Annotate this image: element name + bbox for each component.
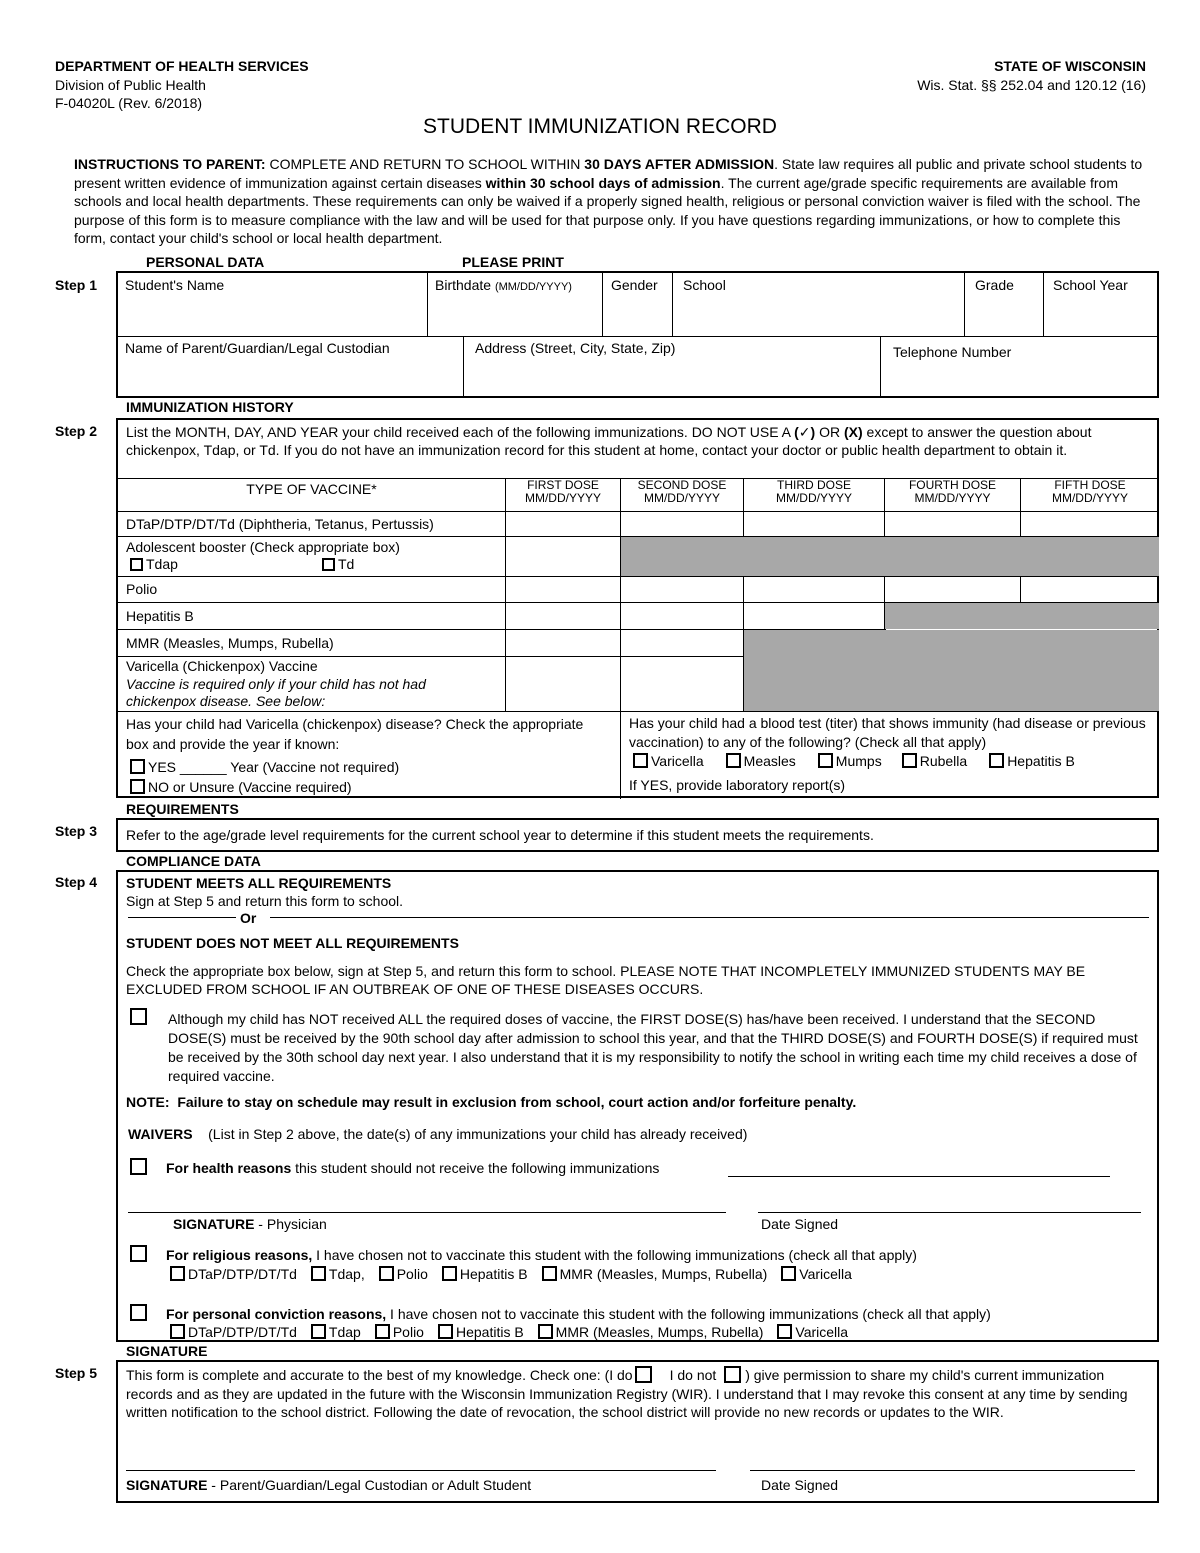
polio-dose-1[interactable] bbox=[507, 578, 619, 601]
parent-signature-text: - Parent/Guardian/Legal Custodian or Adult Student bbox=[207, 1477, 532, 1493]
titer-lab-note: If YES, provide laboratory report(s) bbox=[629, 777, 846, 793]
personal-opt-mmr[interactable] bbox=[538, 1324, 764, 1340]
shaded-mmr-varicella bbox=[744, 630, 1159, 711]
vaccine-hepb: Hepatitis B bbox=[126, 608, 194, 624]
waivers-heading: WAIVERS bbox=[128, 1126, 193, 1142]
titer-rubella[interactable] bbox=[902, 753, 967, 769]
dtap-dose-4[interactable] bbox=[886, 513, 1019, 535]
form-title: STUDENT IMMUNIZATION RECORD bbox=[423, 115, 777, 138]
personal-opt-mmr-label: MMR (Measles, Mumps, Rubella) bbox=[555, 1324, 764, 1340]
shaded-hepb bbox=[885, 603, 1159, 629]
check-mark-icon: (✓) bbox=[794, 424, 816, 440]
personal-opt-dtap-label: DTaP/DTP/DT/Td bbox=[188, 1324, 297, 1340]
meets-requirements: STUDENT MEETS ALL REQUIREMENTS bbox=[126, 875, 392, 891]
fifth-dose-label: FIFTH DOSE bbox=[1054, 478, 1126, 492]
health-reasons-text: this student should not receive the following immunizations bbox=[291, 1160, 660, 1176]
tdap-checkbox[interactable] bbox=[130, 558, 143, 571]
physician-signature-line[interactable] bbox=[128, 1212, 726, 1213]
third-dose-format: MM/DD/YYYY bbox=[775, 491, 852, 505]
personal-opt-varicella-label: Varicella bbox=[795, 1324, 849, 1340]
personal-opt-varicella[interactable] bbox=[777, 1324, 848, 1340]
parent-date-line[interactable] bbox=[750, 1470, 1135, 1471]
imm-instr-b: except to answer the question about chickenpox, Tdap, or Td. If you do not have an immunization record for this student at home, contact your doctor or public health department to obtain it. bbox=[126, 424, 1092, 458]
mmr-dose-2[interactable] bbox=[622, 631, 742, 655]
gender-field[interactable] bbox=[611, 277, 671, 335]
consent-i-do-checkbox[interactable] bbox=[635, 1366, 652, 1383]
fourth-dose-label: FOURTH DOSE bbox=[908, 478, 997, 492]
religious-opt-mmr[interactable] bbox=[542, 1266, 768, 1282]
telephone-field[interactable] bbox=[893, 344, 1153, 396]
compliance-box bbox=[116, 870, 1159, 1342]
religious-opt-dtap-label: DTaP/DTP/DT/Td bbox=[188, 1266, 297, 1282]
religious-reasons-text: I have chosen not to vaccinate this student with the following immunizations (check all that apply) bbox=[312, 1247, 917, 1263]
religious-reasons-checkbox[interactable] bbox=[130, 1245, 147, 1265]
hepb-dose-2[interactable] bbox=[622, 604, 742, 628]
no-label: NO or Unsure (Vaccine required) bbox=[148, 779, 352, 795]
religious-opt-tdap-label: Tdap, bbox=[328, 1266, 365, 1282]
address-field[interactable] bbox=[475, 340, 875, 396]
year-blank[interactable]: ______ bbox=[179, 759, 227, 775]
school-field[interactable] bbox=[683, 277, 963, 335]
consent-text-b: I do not bbox=[669, 1367, 717, 1383]
x-mark-icon: (X) bbox=[843, 424, 863, 440]
statute: Wis. Stat. §§ 252.04 and 120.12 (16) bbox=[917, 77, 1146, 93]
physician-date-line[interactable] bbox=[758, 1212, 1141, 1213]
state-name: STATE OF WISCONSIN bbox=[994, 58, 1146, 74]
requirements-text: Refer to the age/grade level requirements for the current school year to determine if this student meets the requirements. bbox=[126, 827, 874, 843]
signature-box bbox=[116, 1360, 1159, 1503]
titer-varicella[interactable] bbox=[633, 753, 704, 769]
vaccine-polio: Polio bbox=[126, 581, 158, 597]
requirements-heading: REQUIREMENTS bbox=[126, 801, 239, 817]
personal-opt-dtap[interactable] bbox=[170, 1324, 297, 1340]
titer-rubella-label: Rubella bbox=[919, 753, 968, 769]
tdap-label: Tdap bbox=[146, 556, 178, 572]
titer-question: Has your child had a blood test (titer) that shows immunity (had disease or previous vaccination) to any of the following? (Check all that apply) bbox=[629, 715, 1146, 750]
titer-mumps[interactable] bbox=[818, 753, 882, 769]
check-box-instructions: Check the appropriate box below, sign at Step 5, and return this form to school. PLEASE NOTE THAT INCOMPLETELY IMMUNIZED STUDENTS MAY BE EXCLUDED FROM SCHOOL IF AN OUTBREAK OF ONE OF THESE DISEASES OCCURS. bbox=[126, 963, 1086, 997]
requirements-box bbox=[116, 818, 1159, 852]
vaccine-varicella: Varicella (Chickenpox) Vaccine bbox=[126, 658, 318, 674]
step-4-label: Step 4 bbox=[55, 874, 98, 890]
religious-reasons-lead: For religious reasons, bbox=[166, 1247, 313, 1263]
personal-opt-hepb[interactable] bbox=[438, 1324, 524, 1340]
consent-i-do-not-checkbox[interactable] bbox=[724, 1366, 741, 1383]
titer-mumps-label: Mumps bbox=[835, 753, 882, 769]
titer-measles-label: Measles bbox=[743, 753, 796, 769]
consent-text-a: This form is complete and accurate to the best of my knowledge. Check one: (I do bbox=[126, 1367, 633, 1383]
titer-mumps-checkbox[interactable] bbox=[818, 753, 833, 768]
although-text: Although my child has NOT received ALL the required doses of vaccine, the FIRST DOSE(S) has/have been received. I understand that the SECOND DOSE(S) must be received by the 90th school day after admission to school this year, and that the THIRD DOSE(S) and FOURTH DOSE(S) if required must be received by the 30th school day next year. I also understand that it is my responsibility to notify the school in writing each time my child receives a dose of required vaccine. bbox=[168, 1011, 1138, 1084]
immunization-instructions bbox=[126, 423, 1151, 459]
consent-text-c: ) give permission to share my child's current immunization records and as they are updated in the future with the Wisconsin Immunization Registry (WIR). I understand that I may revoke this consent at any time by sending written notification to the school district. Following the date of revocation, the school district will provide no new records or updates to the WIR. bbox=[126, 1367, 1128, 1420]
personal-opt-tdap[interactable] bbox=[311, 1324, 361, 1340]
religious-opt-dtap[interactable] bbox=[170, 1266, 297, 1282]
telephone-label: Telephone Number bbox=[893, 344, 1012, 360]
grade-label: Grade bbox=[975, 277, 1014, 293]
mmr-dose-1[interactable] bbox=[507, 631, 619, 655]
signature-heading: SIGNATURE bbox=[126, 1343, 208, 1359]
first-dose-label: FIRST DOSE bbox=[527, 478, 599, 492]
religious-opt-varicella[interactable] bbox=[781, 1266, 852, 1282]
polio-dose-5[interactable] bbox=[1022, 578, 1157, 601]
instructions-text-1: COMPLETE AND RETURN TO SCHOOL WITHIN bbox=[265, 156, 585, 172]
personal-reasons-text: I have chosen not to vaccinate this student with the following immunizations (check all that apply) bbox=[386, 1306, 991, 1322]
step-5-label: Step 5 bbox=[55, 1365, 98, 1381]
personal-options bbox=[170, 1324, 848, 1340]
waivers-line bbox=[128, 1126, 747, 1142]
step-1-label: Step 1 bbox=[55, 277, 98, 293]
polio-dose-3[interactable] bbox=[745, 578, 883, 601]
personal-opt-polio[interactable] bbox=[375, 1324, 424, 1340]
personal-opt-hepb-label: Hepatitis B bbox=[455, 1324, 524, 1340]
personal-reasons-line bbox=[166, 1306, 991, 1322]
compliance-heading: COMPLIANCE DATA bbox=[126, 853, 261, 869]
imm-instr-or: OR bbox=[815, 424, 844, 440]
step-3-label: Step 3 bbox=[55, 823, 98, 839]
parent-signature-lead: SIGNATURE bbox=[126, 1477, 208, 1493]
parent-signature-line[interactable] bbox=[126, 1470, 716, 1471]
dtap-dose-2[interactable] bbox=[622, 513, 742, 535]
note-lead: NOTE: bbox=[126, 1094, 170, 1110]
chickenpox-yes-checkbox[interactable] bbox=[130, 759, 145, 774]
personal-opt-polio-label: Polio bbox=[392, 1324, 424, 1340]
birthdate-format: (MM/DD/YYYY) bbox=[494, 281, 572, 293]
student-name-label: Student's Name bbox=[125, 277, 225, 293]
immunization-history-heading: IMMUNIZATION HISTORY bbox=[126, 399, 294, 415]
chickenpox-no-option[interactable] bbox=[130, 779, 352, 796]
second-dose-label: SECOND DOSE bbox=[637, 478, 727, 492]
physician-signature-text: - Physician bbox=[254, 1216, 327, 1232]
religious-opt-tdap[interactable] bbox=[311, 1266, 365, 1282]
religious-options bbox=[170, 1266, 852, 1282]
meets-sign-note: Sign at Step 5 and return this form to school. bbox=[126, 893, 404, 909]
note-line bbox=[126, 1094, 856, 1110]
chickenpox-no-checkbox[interactable] bbox=[130, 779, 145, 794]
gender-label: Gender bbox=[611, 277, 658, 293]
hepb-dose-3[interactable] bbox=[745, 604, 883, 628]
health-reasons-line bbox=[166, 1160, 659, 1176]
dtap-dose-1[interactable] bbox=[507, 513, 619, 535]
address-label: Address (Street, City, State, Zip) bbox=[475, 340, 676, 356]
hepb-dose-1[interactable] bbox=[507, 604, 619, 628]
vaccine-mmr: MMR (Measles, Mumps, Rubella) bbox=[126, 635, 334, 651]
col-third-dose bbox=[744, 479, 884, 505]
col-first-dose bbox=[506, 479, 620, 505]
titer-hepb[interactable] bbox=[989, 753, 1075, 769]
col-vaccine-type: TYPE OF VACCINE* bbox=[246, 481, 377, 497]
vaccine-booster: Adolescent booster (Check appropriate box) bbox=[126, 539, 400, 555]
birthdate-field[interactable] bbox=[435, 277, 601, 335]
polio-dose-4[interactable] bbox=[886, 578, 1019, 601]
chickenpox-yes-option[interactable] bbox=[130, 759, 399, 776]
parent-signature-label bbox=[126, 1477, 531, 1493]
third-dose-label: THIRD DOSE bbox=[776, 478, 851, 492]
yes-label: YES bbox=[148, 759, 177, 775]
physician-signature-label bbox=[173, 1216, 327, 1232]
religious-reasons-line bbox=[166, 1247, 917, 1263]
please-print: PLEASE PRINT bbox=[462, 254, 564, 270]
td-checkbox[interactable] bbox=[322, 558, 335, 571]
personal-opt-tdap-label: Tdap bbox=[328, 1324, 361, 1340]
fourth-dose-format: MM/DD/YYYY bbox=[914, 491, 991, 505]
instructions-deadline: 30 DAYS AFTER ADMISSION bbox=[584, 156, 775, 172]
vaccine-dtap: DTaP/DTP/DT/Td (Diphtheria, Tetanus, Pertussis) bbox=[126, 516, 434, 532]
parent-name-field[interactable] bbox=[125, 340, 461, 396]
titer-rubella-checkbox[interactable] bbox=[902, 753, 917, 768]
religious-opt-mmr-label: MMR (Measles, Mumps, Rubella) bbox=[559, 1266, 768, 1282]
col-second-dose bbox=[621, 479, 743, 505]
instructions-text-3: . The current age/grade specific requirements are available from schools and local health departments. These requirements can only be waived if a properly signed health, religious or personal conviction waiver is filed with the school. The purpose of this form is to measure compliance with the law and will be used for that purpose only. If you have questions regarding immunizations, or how to complete this form, contact your child's school or local health department. bbox=[74, 174, 1141, 246]
varicella-dose-2[interactable] bbox=[622, 658, 742, 710]
although-checkbox[interactable] bbox=[130, 1008, 147, 1028]
instructions bbox=[74, 155, 1146, 248]
consent-text bbox=[126, 1366, 1146, 1422]
immunization-history-box bbox=[116, 418, 1159, 798]
religious-opt-polio[interactable] bbox=[379, 1266, 428, 1282]
step-2-label: Step 2 bbox=[55, 423, 98, 439]
religious-opt-polio-label: Polio bbox=[396, 1266, 428, 1282]
booster-dose-1[interactable] bbox=[507, 538, 619, 575]
shaded-booster bbox=[621, 537, 1159, 576]
birthdate-label: Birthdate bbox=[435, 277, 492, 293]
fifth-dose-format: MM/DD/YYYY bbox=[1051, 491, 1128, 505]
personal-data-heading: PERSONAL DATA bbox=[146, 254, 265, 270]
form-number: F-04020L (Rev. 6/2018) bbox=[55, 95, 203, 111]
titer-hepb-label: Hepatitis B bbox=[1007, 753, 1075, 769]
col-fifth-dose bbox=[1021, 479, 1159, 505]
dtap-dose-5[interactable] bbox=[1022, 513, 1157, 535]
health-immunizations-line[interactable] bbox=[728, 1176, 1110, 1177]
division-name: Division of Public Health bbox=[55, 77, 206, 93]
parent-name-label: Name of Parent/Guardian/Legal Custodian bbox=[125, 340, 390, 356]
dtap-dose-3[interactable] bbox=[745, 513, 883, 535]
school-year-label: School Year bbox=[1053, 277, 1128, 293]
physician-signature-lead: SIGNATURE bbox=[173, 1216, 255, 1232]
or-divider: Or bbox=[240, 910, 257, 926]
note-text: Failure to stay on schedule may result in exclusion from school, court action and/or forfeiture penalty. bbox=[177, 1094, 857, 1110]
personal-data-box bbox=[116, 271, 1159, 398]
personal-reasons-lead: For personal conviction reasons, bbox=[166, 1306, 387, 1322]
religious-opt-hepb-label: Hepatitis B bbox=[459, 1266, 528, 1282]
titer-measles-checkbox[interactable] bbox=[726, 753, 741, 768]
booster-tdap-option[interactable] bbox=[130, 556, 178, 573]
parent-date-label: Date Signed bbox=[761, 1477, 839, 1493]
not-meets-requirements: STUDENT DOES NOT MEET ALL REQUIREMENTS bbox=[126, 935, 459, 951]
imm-instr-a: List the MONTH, DAY, AND YEAR your child received each of the following immunizations. DO NOT USE A bbox=[126, 424, 795, 440]
varicella-note: Vaccine is required only if your child has not had chickenpox disease. See below: bbox=[126, 676, 426, 709]
varicella-dose-1[interactable] bbox=[507, 658, 619, 710]
titer-options bbox=[633, 753, 1075, 770]
chickenpox-question: Has your child had Varicella (chickenpox) disease? Check the appropriate box and provide the year if known: bbox=[126, 716, 584, 752]
health-reasons-checkbox[interactable] bbox=[130, 1158, 147, 1178]
titer-measles[interactable] bbox=[726, 753, 796, 769]
second-dose-format: MM/DD/YYYY bbox=[643, 491, 720, 505]
booster-td-option[interactable] bbox=[322, 556, 354, 573]
health-reasons-lead: For health reasons bbox=[166, 1160, 292, 1176]
waivers-note: (List in Step 2 above, the date(s) of any immunizations your child has already received) bbox=[208, 1126, 748, 1142]
school-year-field[interactable] bbox=[1053, 277, 1153, 335]
instructions-text-2: . State law requires all public and private school students to present written evidence of immunization against certain diseases bbox=[74, 156, 1143, 191]
td-label: Td bbox=[338, 556, 355, 572]
polio-dose-2[interactable] bbox=[622, 578, 742, 601]
col-fourth-dose bbox=[885, 479, 1020, 505]
grade-field[interactable] bbox=[975, 277, 1041, 335]
instructions-deadline-2: within 30 school days of admission bbox=[485, 174, 721, 191]
personal-reasons-checkbox[interactable] bbox=[130, 1304, 147, 1324]
school-label: School bbox=[683, 277, 726, 293]
student-name-field[interactable] bbox=[125, 277, 425, 335]
religious-opt-varicella-label: Varicella bbox=[799, 1266, 852, 1282]
dept-name: DEPARTMENT OF HEALTH SERVICES bbox=[55, 58, 309, 74]
physician-date-label: Date Signed bbox=[761, 1216, 839, 1232]
first-dose-format: MM/DD/YYYY bbox=[524, 491, 601, 505]
religious-opt-hepb[interactable] bbox=[442, 1266, 528, 1282]
titer-hepb-checkbox[interactable] bbox=[989, 753, 1004, 768]
titer-varicella-label: Varicella bbox=[651, 753, 704, 769]
titer-varicella-checkbox[interactable] bbox=[633, 753, 648, 768]
instructions-lead: INSTRUCTIONS TO PARENT: bbox=[74, 156, 266, 172]
year-note: Year (Vaccine not required) bbox=[230, 759, 400, 775]
